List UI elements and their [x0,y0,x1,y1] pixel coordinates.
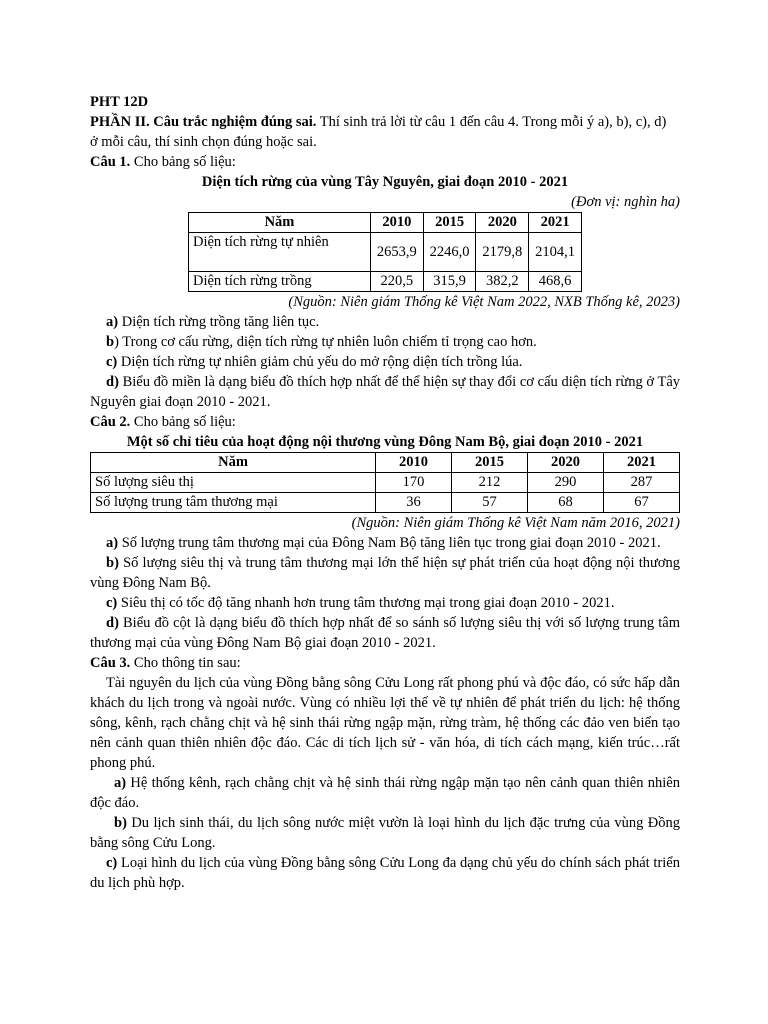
table-cell: 2653,9 [370,233,423,272]
table-1 [188,212,582,292]
question-1-option-c [90,352,680,372]
table-header-cell: 2010 [370,213,423,233]
table-cell: 36 [376,493,452,513]
option-key: d) [106,615,119,631]
part-heading [90,112,680,132]
table-row [189,233,582,272]
table-2-source: (Nguồn: Niên giám Thống kê Việt Nam năm 2016, 2021) [351,515,680,531]
table-cell: Diện tích rừng tự nhiên [189,233,371,272]
option-text: Diện tích rừng trồng tăng liên tục. [118,314,320,330]
table-row [91,493,680,513]
question-1-option-a [90,312,680,332]
question-3-label: Câu 3. [90,655,131,671]
table-header-cell: 2020 [528,453,604,473]
option-key: c) [106,855,118,871]
table-cell: 2104,1 [529,233,582,272]
option-text: Du lịch sinh thái, du lịch sông nước miệt vườn là loại hình du lịch đặc trưng của vùng Đồng bằng sông Cửu Long. [90,815,680,851]
option-text: Số lượng siêu thị và trung tâm thương mại lớn thể hiện sự phát triển của hoạt động nội thương vùng Đông Nam Bộ. [90,555,680,591]
question-1-heading [90,152,680,172]
doc-code: PHT 12D [90,94,149,110]
table-header-row [91,453,680,473]
table-cell: 2179,8 [476,233,529,272]
question-3-option-a [90,773,680,813]
part-instruction-line2: ở mỗi câu, thí sinh chọn đúng hoặc sai. [90,134,317,150]
question-3-passage: Tài nguyên du lịch của vùng Đồng bằng sông Cửu Long rất phong phú và độc đáo, có sức hấp dẫn khách du lịch trong và ngoài nước. Vùng có nhiều lợi thế về tự nhiên để phát triển du lịch: hệ thống sông, kênh, rạch chằng chịt và hệ sinh thái rừng ngập mặn, rừng tràm, hệ thống các đảo ven biển tạo nên cảnh quan thiên nhiên độc đáo. Các di tích lịch sử - văn hóa, di tích cách mạng, kiến trúc…rất phong phú. [90,675,680,771]
option-key: a) [106,314,119,330]
question-2-option-c [90,593,680,613]
option-key: b [106,334,115,350]
option-key: b) [106,555,119,571]
document-page [90,92,680,893]
table-row [91,473,680,493]
question-2-option-d [90,613,680,653]
option-text: Loại hình du lịch của vùng Đồng bằng sông Cửu Long đa dạng chủ yếu do chính sách phát triển du lịch phù hợp. [90,855,680,891]
table-header-cell: 2021 [604,453,680,473]
table-cell: 290 [528,473,604,493]
option-text: Hệ thống kênh, rạch chằng chịt và hệ sinh thái rừng ngập mặn tạo nên cảnh quan thiên nhiên độc đáo. [90,775,680,811]
question-1-option-d [90,372,680,412]
table-header-cell: 2021 [529,213,582,233]
table-cell: 220,5 [370,272,423,292]
question-3-intro: Cho thông tin sau: [130,655,241,671]
question-3-option-c [90,853,680,893]
table-2-title: Một số chỉ tiêu của hoạt động nội thương vùng Đông Nam Bộ, giai đoạn 2010 - 2021 [126,434,644,450]
table-cell: 212 [452,473,528,493]
table-1-title: Diện tích rừng của vùng Tây Nguyên, giai đoạn 2010 - 2021 [201,174,569,190]
option-key: a) [114,775,127,791]
option-key: d) [106,374,119,390]
table-cell: 2246,0 [423,233,476,272]
option-key: a) [106,535,119,551]
table-header-row [189,213,582,233]
table-cell: 468,6 [529,272,582,292]
question-1-intro: Cho bảng số liệu: [130,154,236,170]
table-cell: 68 [528,493,604,513]
option-text: Biểu đồ miền là dạng biểu đồ thích hợp nhất để thể hiện sự thay đổi cơ cấu diện tích rừng ở Tây Nguyên giai đoạn 2010 - 2021. [90,374,680,410]
table-cell: 315,9 [423,272,476,292]
question-2-option-b [90,553,680,593]
table-cell: Số lượng trung tâm thương mại [91,493,376,513]
table-cell: Diện tích rừng trồng [189,272,371,292]
table-header-cell: 2020 [476,213,529,233]
table-1-unit: (Đơn vị: nghìn ha) [571,194,680,210]
question-2-option-a [90,533,680,553]
table-header-cell: Năm [91,453,376,473]
option-key: c) [106,595,118,611]
option-text: Số lượng trung tâm thương mại của Đông Nam Bộ tăng liên tục trong giai đoạn 2010 - 2021. [118,535,661,551]
table-cell: 382,2 [476,272,529,292]
option-text: ) Trong cơ cấu rừng, diện tích rừng tự nhiên luôn chiếm tỉ trọng cao hơn. [114,334,537,350]
part-instruction: Thí sinh trả lời từ câu 1 đến câu 4. Trong mỗi ý a), b), c), d) [316,114,667,130]
question-2-label: Câu 2. [90,414,131,430]
option-text: Biểu đồ cột là dạng biểu đồ thích hợp nhất để so sánh số lượng siêu thị với số lượng trung tâm thương mại của vùng Đông Nam Bộ giai đoạn 2010 - 2021. [90,615,680,651]
part-title: PHẦN II. Câu trắc nghiệm đúng sai. [90,114,317,130]
table-row [189,272,582,292]
table-header-cell: Năm [189,213,371,233]
table-2 [90,452,680,513]
table-header-cell: 2015 [423,213,476,233]
question-1-label: Câu 1. [90,154,131,170]
question-2-intro: Cho bảng số liệu: [130,414,236,430]
table-cell: 67 [604,493,680,513]
table-cell: 170 [376,473,452,493]
question-2-heading [90,412,680,432]
option-key: c) [106,354,118,370]
option-text: Siêu thị có tốc độ tăng nhanh hơn trung tâm thương mại trong giai đoạn 2010 - 2021. [117,595,615,611]
question-3-heading [90,653,680,673]
table-header-cell: 2010 [376,453,452,473]
table-cell: 287 [604,473,680,493]
table-cell: Số lượng siêu thị [91,473,376,493]
option-key: b) [114,815,127,831]
table-cell: 57 [452,493,528,513]
option-text: Diện tích rừng tự nhiên giảm chủ yếu do mở rộng diện tích trồng lúa. [117,354,523,370]
question-1-option-b [90,332,680,352]
table-1-source: (Nguồn: Niên giám Thống kê Việt Nam 2022, NXB Thống kê, 2023) [288,294,680,310]
question-3-option-b [90,813,680,853]
table-header-cell: 2015 [452,453,528,473]
